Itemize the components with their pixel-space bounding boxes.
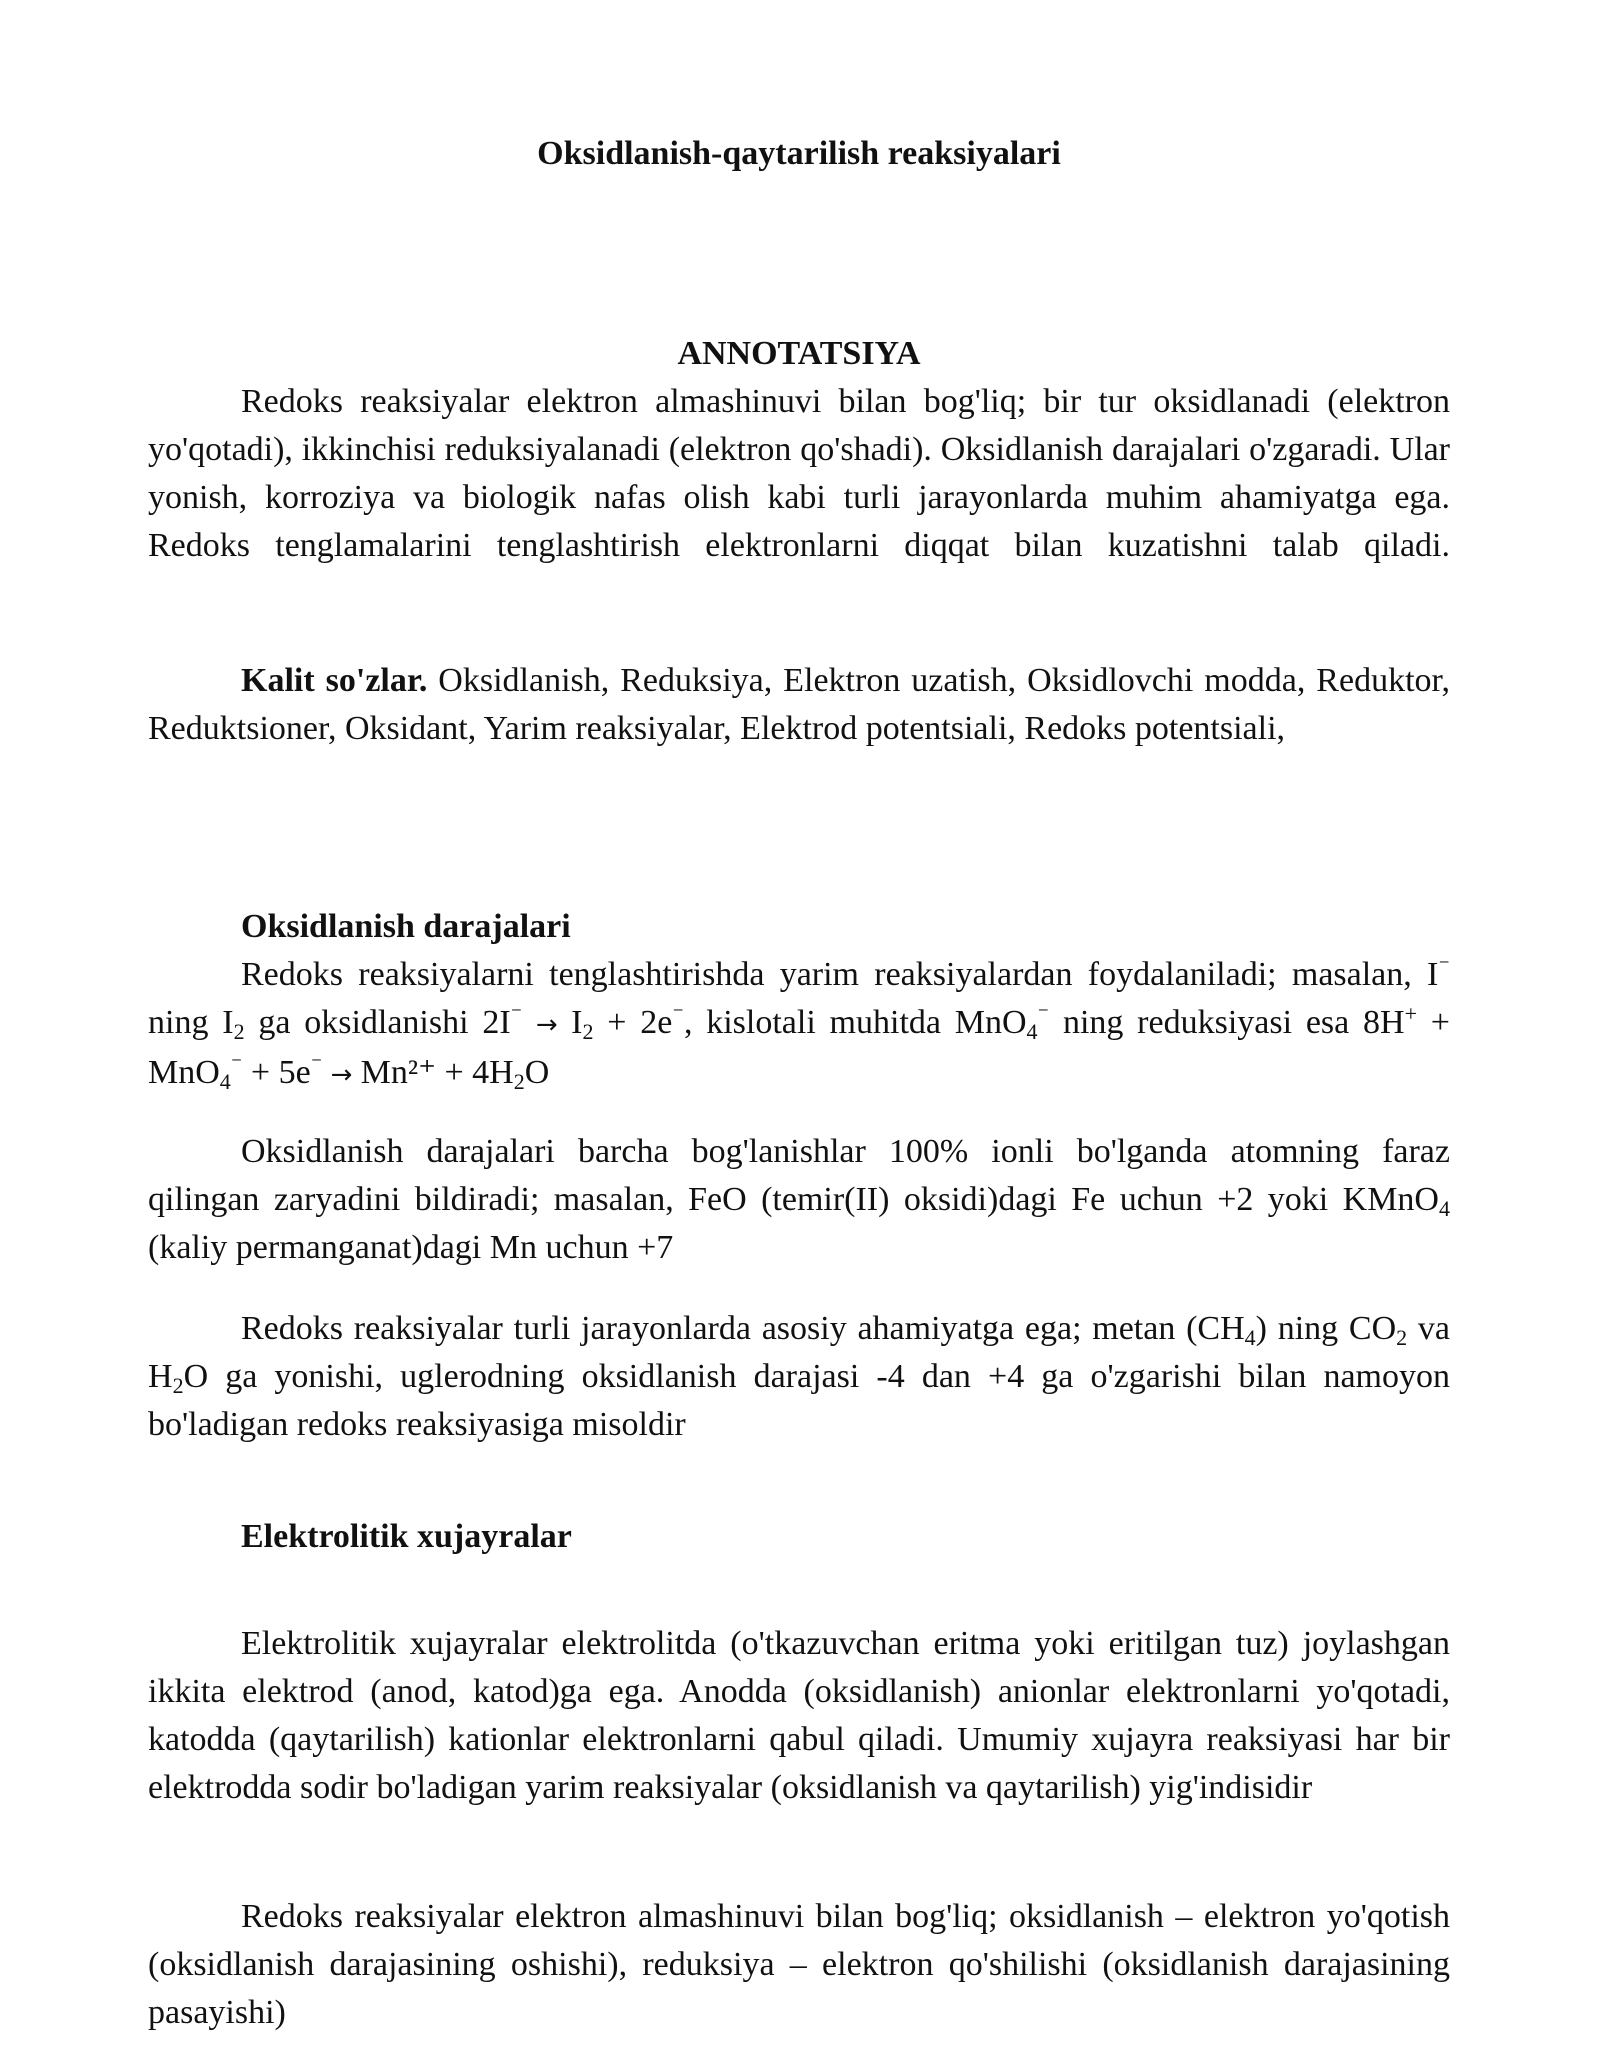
text-run: Redoks reaksiyalarni tenglashtirishda yarim reaksiyalardan foydalaniladi; masalan, I [241, 956, 1439, 993]
electrolytic-cells-paragraph: Elektrolitik xujayralar elektrolitda (o'tkazuvchan eritma yoki eritilgan tuz) joylashgan ikkita elektrod (anod, katod)ga ega. Anodda (oksidlanish) anionlar elektronlarni yo'qotadi, katodda (qaytarilish) kationlar elektronlarni qabul qiladi. Umumiy xujayra reaksiyasi har bir elektrodda sodir bo'ladigan yarim reaksiyalar (oksidlanish va qaytarilish) yig'indisidir [148, 1625, 1450, 1806]
keywords-paragraph [148, 657, 1450, 753]
subscript: 2 [513, 1069, 525, 1094]
subscript: 4 [1026, 1019, 1038, 1044]
redox-summary-paragraph: Redoks reaksiyalar elektron almashinuvi bilan bog'liq; oksidlanish – elektron yo'qotish (oksidlanish darajasining oshishi), reduksiya – elektron qo'shilishi (oksidlanish darajasining pasayishi) [148, 1898, 1450, 2031]
subscript: 2 [1396, 1325, 1408, 1350]
text-run: O [524, 1054, 550, 1091]
subscript: 4 [219, 1069, 231, 1094]
superscript: ⁻ [310, 1051, 323, 1076]
text-run: va H [148, 1310, 1450, 1395]
text-run: ) ning CO [1255, 1310, 1397, 1347]
section-heading-electrolytic-cells: Elektrolitik xujayralar [241, 1518, 572, 1555]
superscript: + [1404, 1001, 1417, 1026]
text-run: , kislotali muhitda MnO [683, 1004, 1027, 1041]
text-run: ga oksidlanishi 2I [244, 1004, 511, 1041]
text-run: Redoks reaksiyalar turli jarayonlarda asosiy ahamiyatga ega; metan (CH [241, 1310, 1245, 1347]
superscript: ⁻ [672, 1001, 684, 1026]
annotation-paragraph: Redoks reaksiyalar elektron almashinuvi bilan bog'liq; bir tur oksidlanadi (elektron yo'qotadi), ikkinchisi reduksiyalanadi (elektron qo'shadi). Oksidlanish darajalari o'zgaradi. Ular yonish, korroziya va biologik nafas olish kabi turli jarayonlarda muhim ahamiyatga ega. Redoks tenglamalarini tenglashtirish elektronlarni diqqat bilan kuzatishni talab qiladi. [148, 383, 1450, 564]
arrow-symbol: → [322, 1060, 361, 1090]
subscript: 2 [172, 1373, 184, 1398]
annotation-heading: ANNOTATSIYA [677, 335, 921, 372]
oxidation-state-definition-paragraph [148, 1128, 1450, 1272]
keywords-label: Kalit so'zlar. [241, 662, 428, 699]
arrow-symbol: → [522, 1010, 572, 1040]
document-title: Oksidlanish-qaytarilish reaksiyalari [537, 135, 1061, 172]
text-run: Mn²⁺ + 4H [360, 1054, 514, 1091]
section-heading-oxidation-states: Oksidlanish darajalari [241, 908, 571, 945]
text-run: ning reduksiyasi esa 8H [1049, 1004, 1405, 1041]
subscript: 2 [582, 1019, 594, 1044]
subscript: 4 [1439, 1196, 1450, 1221]
superscript: ⁻ [1438, 953, 1450, 978]
superscript: ⁻ [510, 1001, 523, 1026]
text-run: + 2e [593, 1004, 673, 1041]
text-run: I [571, 1004, 583, 1041]
text-run: O ga yonishi, uglerodning oksidlanish darajasi -4 dan +4 ga o'zgarishi bilan namoyon bo'ladigan redoks reaksiyasiga misoldir [148, 1358, 1450, 1443]
subscript: 2 [233, 1019, 245, 1044]
methane-combustion-paragraph [148, 1305, 1450, 1449]
subscript: 4 [1244, 1325, 1256, 1350]
text-run: + 5e [242, 1054, 311, 1091]
text-run: Oksidlanish darajalari barcha bog'lanishlar 100% ionli bo'lganda atomning faraz qilingan zaryadini bildiradi; masalan, FeO (temir(II) oksidi)dagi Fe uchun +2 yoki KMnO [148, 1133, 1450, 1218]
text-run: (kaliy permanganat)dagi Mn uchun +7 [148, 1229, 674, 1266]
superscript: ⁻ [1037, 1001, 1050, 1026]
text-run: ning I [148, 1004, 234, 1041]
superscript: ⁻ [230, 1051, 243, 1076]
text-run: + MnO [148, 1004, 1450, 1091]
keywords-list: Oksidlanish, Reduksiya, Elektron uzatish, Oksidlovchi modda, Reduktor, Reduktsioner, Oksidant, Yarim reaksiyalar, Elektrod potentsiali, Redoks potentsiali, [148, 662, 1450, 747]
half-reaction-paragraph [148, 951, 1450, 1099]
